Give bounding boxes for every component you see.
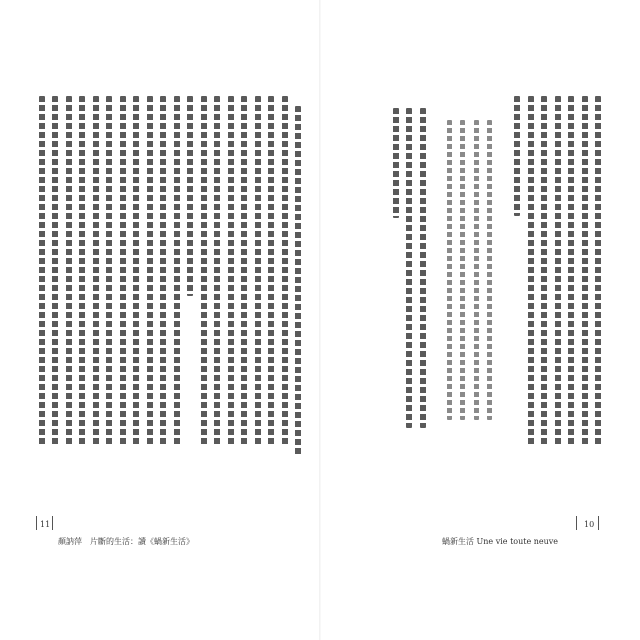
text-column <box>268 96 274 446</box>
text-column <box>393 108 399 218</box>
text-column <box>282 96 288 446</box>
right-folio-rule-2 <box>598 516 599 530</box>
text-column <box>187 96 193 296</box>
text-column <box>295 106 301 456</box>
text-column <box>474 120 479 420</box>
text-column <box>514 96 520 216</box>
text-column <box>555 96 561 446</box>
text-column <box>214 96 220 446</box>
text-column <box>595 96 601 446</box>
text-column <box>66 96 72 446</box>
text-column <box>541 96 547 446</box>
text-column <box>255 96 261 446</box>
right-page-body <box>335 96 605 446</box>
text-column <box>93 96 99 446</box>
text-column <box>420 108 426 428</box>
text-column <box>160 96 166 446</box>
text-column <box>241 96 247 446</box>
text-column <box>406 108 412 428</box>
text-column <box>528 96 534 446</box>
left-folio: 11 <box>40 520 51 529</box>
text-column <box>133 96 139 446</box>
text-column <box>174 96 180 446</box>
left-folio-rule-2 <box>52 516 53 530</box>
text-column <box>447 120 452 420</box>
text-column <box>39 96 45 446</box>
left-running-head: 顏訥萍 片斷的生活：讀《蝸新生活》 <box>58 537 194 546</box>
text-column <box>147 96 153 446</box>
text-column <box>582 96 588 446</box>
right-folio-rule <box>576 516 577 530</box>
right-page <box>320 96 620 536</box>
text-column <box>106 96 112 446</box>
text-column <box>228 96 234 446</box>
left-page <box>20 96 320 536</box>
left-page-body <box>35 96 305 446</box>
text-column <box>201 96 207 446</box>
text-column <box>487 120 492 420</box>
text-column <box>460 120 465 420</box>
right-running-head: 蝸新生活 Une vie toute neuve <box>442 537 559 546</box>
text-column <box>79 96 85 446</box>
left-folio-rule <box>36 516 37 530</box>
text-column <box>568 96 574 446</box>
text-column <box>52 96 58 446</box>
text-column <box>120 96 126 446</box>
right-folio: 10 <box>584 520 595 529</box>
